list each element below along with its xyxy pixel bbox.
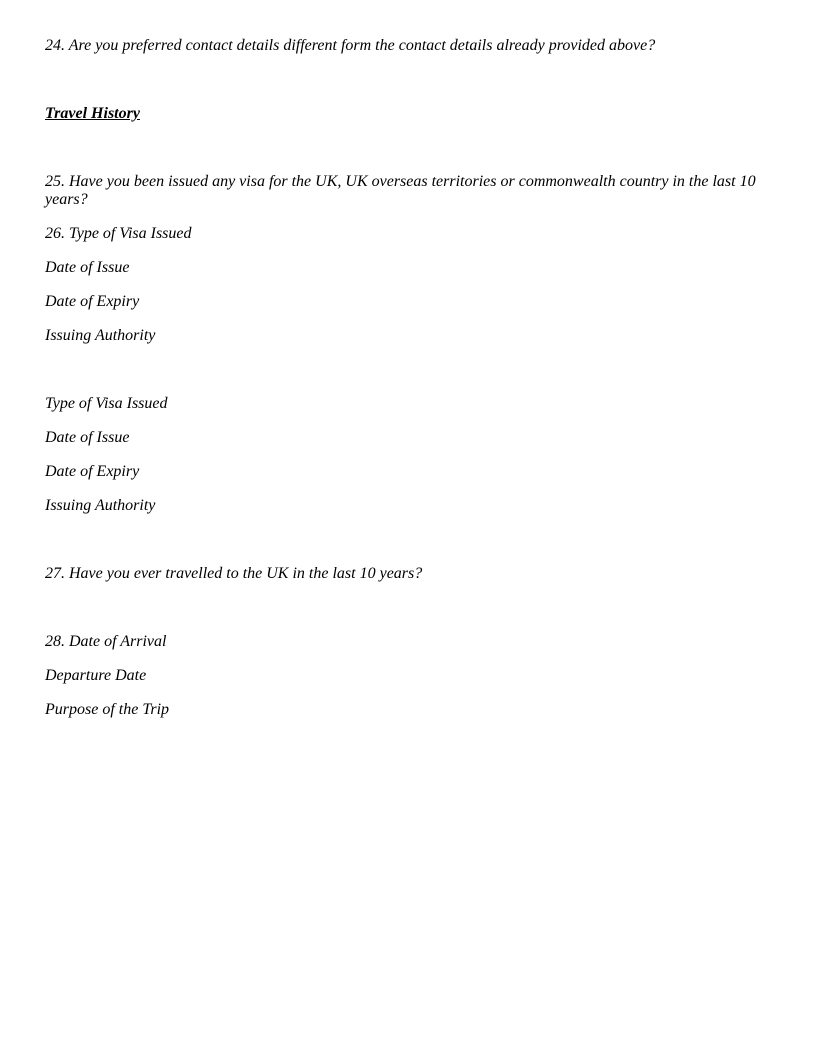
trip-departure-date-label: Departure Date [45,667,147,684]
question-24: 24. Are you preferred contact details different form the contact details already provided above? [45,37,656,54]
trip-date-of-arrival-label: 28. Date of Arrival [45,633,167,650]
visa-1-date-of-issue-label: Date of Issue [45,259,130,276]
section-title-travel-history: Travel History [45,105,140,122]
visa-2-issuing-authority-label: Issuing Authority [45,497,156,514]
visa-1-type-label: 26. Type of Visa Issued [45,225,192,242]
visa-2-date-of-issue-label: Date of Issue [45,429,130,446]
visa-1-issuing-authority-label: Issuing Authority [45,327,156,344]
trip-purpose-label: Purpose of the Trip [45,701,170,718]
question-27: 27. Have you ever travelled to the UK in the last 10 years? [45,565,423,582]
visa-2-type-label: Type of Visa Issued [45,395,168,412]
visa-1-date-of-expiry-label: Date of Expiry [45,293,140,310]
question-25: 25. Have you been issued any visa for the UK, UK overseas territories or commonwealth country in the last 10 years? [45,173,756,208]
visa-2-date-of-expiry-label: Date of Expiry [45,463,140,480]
